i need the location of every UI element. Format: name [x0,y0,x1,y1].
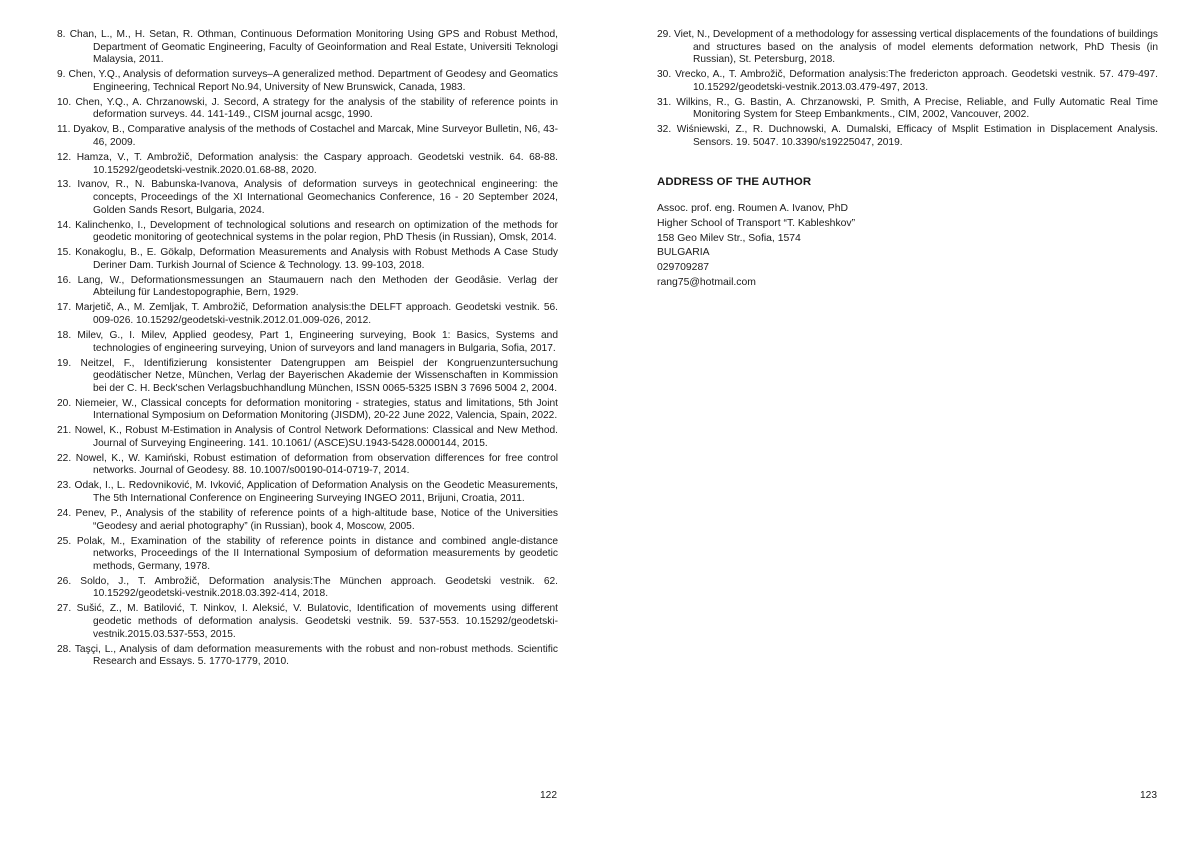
reference-item [57,179,558,217]
reference-number: 14. [57,219,72,231]
reference-number: 18. [57,329,72,341]
reference-number: 17. [57,302,72,314]
author-name: Assoc. prof. eng. Roumen A. Ivanov, PhD [657,203,848,214]
author-address-heading: ADDRESS OF THE AUTHOR [657,176,812,188]
reference-text: Wilkins, R., G. Bastin, A. Chrzanowski, P. Smith, A Precise, Reliable, and Fully Automatic Real Time Monitoring System for Steep Embankments., CIM, 2002, Vancouver, 2002. [676,96,1158,121]
reference-text: Lang, W., Deformationsmessungen an Staumauern nach den Methoden der Geodâsie. Verlag der Abteilung für Landestopographie, Bern, 1929. [77,274,558,299]
page-number: 122 [540,790,557,801]
reference-text: Dyakov, B., Comparative analysis of the methods of Costachel and Marcak, Mine Surveyor Bulletin, N6, 43-46, 2009. [73,124,558,148]
reference-number: 31. [657,96,672,108]
reference-item [57,275,558,300]
reference-text: Taşçi, L., Analysis of dam deformation measurements with the robust and non-robust methods. Scientific Research and Essays. 5. 1770-1779, 2010. [74,643,558,668]
reference-text: Soldo, J., T. Ambrožič, Deformation analysis:The München approach. Geodetski vestnik. 62. 10.15292/geodetski-vestnik.2018.03.392-414, 2018. [80,575,558,600]
reference-number: 30. [657,69,672,81]
reference-list [657,29,1158,152]
author-country: BULGARIA [657,247,710,259]
reference-item [57,576,558,601]
reference-text: Konakoglu, B., E. Gökalp, Deformation Measurements and Analysis with Robust Methods A Case Study Deriner Dam. Turkish Journal of Science & Technology. 13. 99-103, 2018. [75,247,559,271]
reference-item [657,29,1158,67]
reference-text: Chen, Y.Q., A. Chrzanowski, J. Secord, A strategy for the analysis of the stability of reference points in deformation surveys. 44. 141-149., CISM journal acsgc, 1990. [75,96,558,121]
reference-text: Penev, P., Analysis of the stability of reference points of a high-altitude base, Notice of the Universities “Geodesy and aerial photography” (in Russian), book 4, Moscow, 2005. [75,508,558,532]
page-number: 123 [1140,790,1157,801]
reference-number: 10. [57,96,72,108]
author-address-block [657,202,855,291]
reference-item [57,480,558,505]
reference-text: Hamza, V., T. Ambrožič, Deformation analysis: the Caspary approach. Geodetski vestnik. 64. 68-88. 10.15292/geodetski-vestnik.2020.01.68-88, 2020. [76,151,558,176]
reference-number: 19. [57,357,72,369]
reference-text: Sušić, Z., M. Batilović, T. Ninkov, I. Aleksić, V. Bulatovic, Identification of movements using different geodetic methods of deformation analysis. Geodetski vestnik. 59. 537-553. 10.15292/geodetski-vestnik.2015.03.537-553, 2015. [76,603,558,640]
reference-text: Wiśniewski, Z., R. Duchnowski, A. Dumalski, Efficacy of Msplit Estimation in Displacement Analysis. Sensors. 19. 5047. 10.3390/s19225047, 2019. [676,124,1158,148]
reference-item [57,603,558,641]
reference-item [57,398,558,423]
reference-number: 15. [57,247,72,259]
reference-text: Polak, M., Examination of the stability of reference points in distance and combined angle-distance networks, Proceedings of the II International Symposium of deformation measurements by geodetic methods, Germany, 1978. [76,535,558,572]
reference-item [57,536,558,574]
reference-item [57,508,558,533]
reference-text: Chan, L., M., H. Setan, R. Othman, Continuous Deformation Monitoring Using GPS and Robust Method, Department of Geomatic Engineering, Faculty of Geoinformation and Real Estate, Universiti Teknologi Malaysia, 2011. [69,29,558,66]
reference-number: 28. [57,643,72,655]
reference-item [57,330,558,355]
reference-item [57,358,558,396]
reference-number: 23. [57,480,72,492]
reference-number: 24. [57,508,72,520]
reference-text: Nowel, K., Robust M-Estimation in Analysis of Control Network Deformations: Classical and New Method. Journal of Surveying Engineering. 141. 10.1061/ (ASCE)SU.1943-5428.0000144, 2015. [74,425,558,449]
reference-number: 22. [57,452,72,464]
reference-text: Odak, I., L. Redovniković, M. Ivković, Application of Deformation Analysis on the Geodetic Measurements, The 5th International Conference on Engineering Surveying INGEO 2011, Brijuni, Croatia, 2011. [74,480,558,505]
right-page [600,0,1200,849]
reference-text: Viet, N., Development of a methodology for assessing vertical displacements of the foundations of buildings and structures based on the analysis of model elements deformation network, PhD Thesis (in Russian), St. Petersburg, 2018. [674,29,1159,66]
reference-text: Nowel, K., W. Kamiński, Robust estimation of deformation from observation differences for free control networks. Journal of Geodesy. 88. 10.1007/s00190-014-0719-7, 2014. [75,452,558,477]
reference-text: Chen, Y.Q., Analysis of deformation surveys–A generalized method. Department of Geodesy and Geomatics Engineering, Technical Report No.94, University of New Brunswick, Canada, 1983. [68,69,558,93]
reference-item [657,124,1158,149]
reference-list [57,29,558,671]
reference-number: 32. [657,124,672,136]
reference-item [57,247,558,272]
reference-number: 9. [57,69,66,81]
reference-number: 11. [57,124,71,136]
reference-number: 20. [57,397,72,409]
reference-item [57,124,558,149]
reference-item [57,453,558,478]
reference-item [57,97,558,122]
reference-item [57,29,558,67]
reference-item [657,69,1158,94]
reference-number: 12. [57,151,72,163]
reference-number: 16. [57,274,72,286]
reference-item [57,644,558,669]
reference-item [57,302,558,327]
reference-text: Neitzel, F., Identifizierung konsistenter Datengruppen am Beispiel der Kongruenzuntersuchung geodätischer Netze, München, Verlag der Bayerischen Akademie der Wissenschaften in Kommission bei der C. H. Beck'schen Verlagsbuchhandlung München, ISSN 0065-5325 ISBN 3 7696 5004 2, 2004. [80,357,558,394]
reference-text: Milev, G., I. Milev, Applied geodesy, Part 1, Engineering surveying, Book 1: Basics, Systems and technologies of engineering surveying, Union of surveyors and land managers in Bulgaria, Sofia, 2017. [77,329,558,354]
reference-text: Marjetič, A., M. Zemljak, T. Ambrožič, Deformation analysis:the DELFT approach. Geodetski vestnik. 56. 009-026. 10.15292/geodetski-vestnik.2012.01.009-026, 2012. [75,302,558,326]
reference-number: 26. [57,575,72,587]
reference-number: 13. [57,179,72,191]
reference-text: Vrecko, A., T. Ambrožič, Deformation analysis:The fredericton approach. Geodetski vestnik. 57. 479-497. 10.15292/geodetski-vestnik.2013.03.479-497, 2013. [675,69,1158,93]
reference-item [657,97,1158,122]
reference-number: 8. [57,29,66,40]
author-street-address: 158 Geo Milev Str., Sofia, 1574 [657,232,801,244]
reference-item [57,69,558,94]
reference-number: 25. [57,535,72,547]
reference-number: 27. [57,603,72,615]
reference-item [57,220,558,245]
reference-item [57,425,558,450]
author-institution: Higher School of Transport “T. Kableshkov” [657,217,856,229]
reference-text: Niemeier, W., Classical concepts for deformation monitoring - strategies, status and limitations, 5th Joint International Symposium on Deformation Monitoring (JISDM), 20-22 June 2022, Valencia, Spain, 2022. [75,397,558,422]
reference-text: Ivanov, R., N. Babunska-Ivanova, Analysis of deformation surveys in geotechnical engineering: the concepts, Proceedings of the XI International Geomechanics Conference, 16 - 20 September 2024, Golden Sands Resort, Bulgaria, 2024. [77,179,558,216]
reference-text: Kalinchenko, I., Development of technological solutions and research on optimization of the methods for geodetic monitoring of geotechnical systems in the polar region, PhD Thesis (in Russian), Omsk, 2014. [75,219,558,244]
author-phone: 029709287 [657,262,710,274]
reference-item [57,152,558,177]
reference-number: 21. [57,425,72,437]
author-email: rang75@hotmail.com [657,276,756,288]
reference-number: 29. [657,29,672,40]
